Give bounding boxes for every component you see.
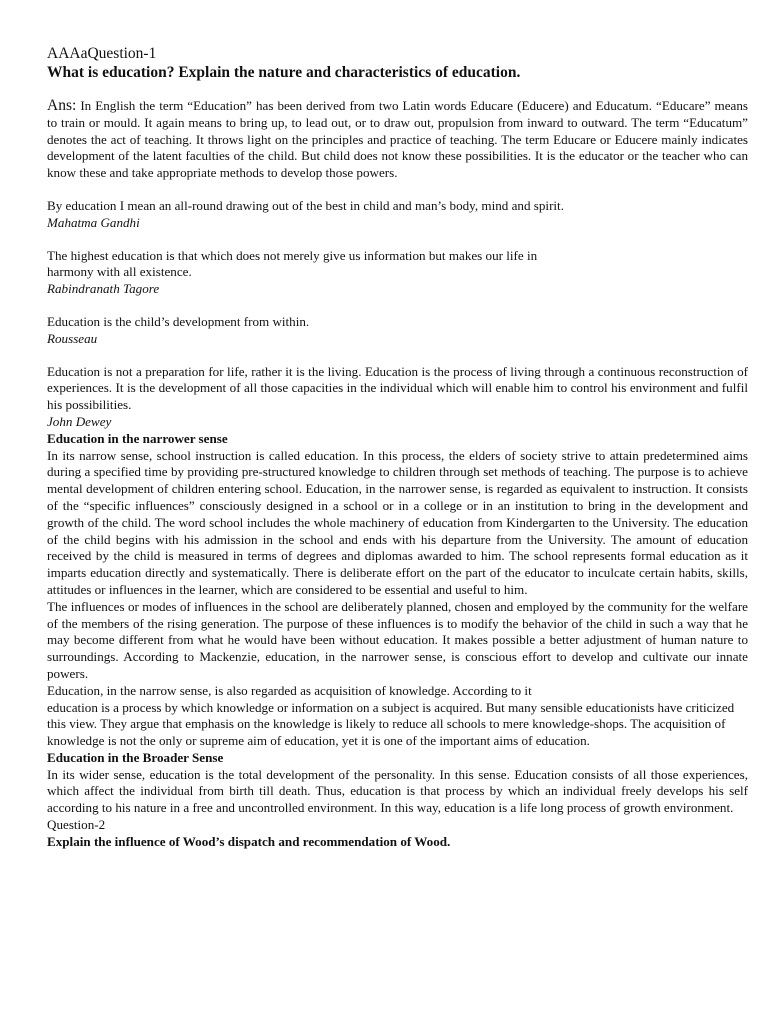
answer-intro <box>47 98 748 182</box>
spacer <box>47 182 748 198</box>
document-heading: AAAaQuestion-1 <box>47 45 157 62</box>
answer-intro-text: In English the term “Education” has been derived from two Latin words Educare (Educere) and Educatum. “Educare” means to train or mould. It again means to bring up, to lead out, or to draw out, propulsion from inward to outward. The term “Educatum” denotes the act of teaching. It throws light on the principles and practice of teaching. The term Educare or Educere mainly indicates development of the latent faculties of the child. But child does not know these possibilities. It is the educator or the teacher who can know these and take appropriate methods to develop those powers. <box>47 98 748 181</box>
spacer <box>47 232 748 248</box>
narrow-sense-paragraph-1: In its narrow sense, school instruction is called education. In this process, the elders of society strive to attain predetermined aims during a specified time by providing pre-structured knowledge to children through set methods of teaching. The purpose is to achieve mental development of children entering school. Education, in the narrower sense, is regarded as equivalent to instruction. It consists of the “specific influences” consciously designed in a school or in a college or in an institution to bring in the development and growth of the child. The word school includes the whole machinery of education from Kindergarten to the University. The education of the child begins with his admission in the school and ends with his departure from the University. The amount of education received by the child is measured in terms of degrees and diplomas awarded to him. The school represents formal education as it imparts education directly and systematically. There is deliberate effort on the part of the educator to inculcate certain habits, skills, attitudes or influences in the learner, which are considered to be essential and useful to him. <box>47 447 748 597</box>
narrow-sense-paragraph-3a: Education, in the narrow sense, is also regarded as acquisition of knowledge. According to it <box>47 682 532 698</box>
question-1-title: What is education? Explain the nature and characteristics of education. <box>47 64 521 81</box>
quote-dewey: Education is not a preparation for life, rather it is the living. Education is the process of living through a continuous reconstruction of experiences. It is the development of all those capacities in the individual which will enable him to control his environment and fulfil his possibilities. <box>47 363 748 413</box>
quote-author-dewey: John Dewey <box>47 413 112 429</box>
quote-author-gandhi: Mahatma Gandhi <box>47 214 140 230</box>
quote-gandhi: By education I mean an all-round drawing out of the best in child and man’s body, mind and spirit. <box>47 197 564 213</box>
quote-tagore-line2: harmony with all existence. <box>47 264 192 280</box>
answer-label: Ans: <box>47 97 77 114</box>
spacer <box>47 348 748 364</box>
question-2-title: Explain the influence of Wood’s dispatch and recommendation of Wood. <box>47 833 451 849</box>
quote-rousseau: Education is the child’s development from within. <box>47 313 310 329</box>
spacer <box>47 82 748 98</box>
quote-author-rousseau: Rousseau <box>47 330 98 346</box>
broad-sense-heading: Education in the Broader Sense <box>47 749 224 765</box>
narrow-sense-paragraph-2: The influences or modes of influences in the school are deliberately planned, chosen and employed by the community for the welfare of the members of the rising generation. The purpose of these influences is to modify the behavior of the child in such a way that he may become different from what he would have been without education. It makes possible a better adjustment of human nature to surroundings. According to Mackenzie, education, in the narrower sense, is conscious effort to develop and cultivate our innate powers. <box>47 598 748 681</box>
broad-sense-paragraph: In its wider sense, education is the total development of the personality. In this sense. Education consists of all those experiences, which affect the individual from birth till death. Thus, education is that process by which an individual freely develops his self according to his nature in a free and uncontrolled environment. In this way, education is a life long process of growth environment. <box>47 766 748 816</box>
narrow-sense-paragraph-3b: education is a process by which knowledge or information on a subject is acquired. But many sensible educationists have criticized this view. They argue that emphasis on the knowledge is likely to reduce all schools to mere knowledge-shops. The acquisition of knowledge is not the only or supreme aim of education, yet it is one of the important aims of education. <box>47 699 735 749</box>
narrow-sense-heading: Education in the narrower sense <box>47 430 228 446</box>
spacer <box>47 298 748 314</box>
quote-tagore-line1: The highest education is that which does not merely give us information but makes our life in <box>47 247 538 263</box>
question-2-label: Question-2 <box>47 817 106 833</box>
quote-tagore <box>47 248 748 282</box>
quote-author-tagore: Rabindranath Tagore <box>47 281 160 297</box>
